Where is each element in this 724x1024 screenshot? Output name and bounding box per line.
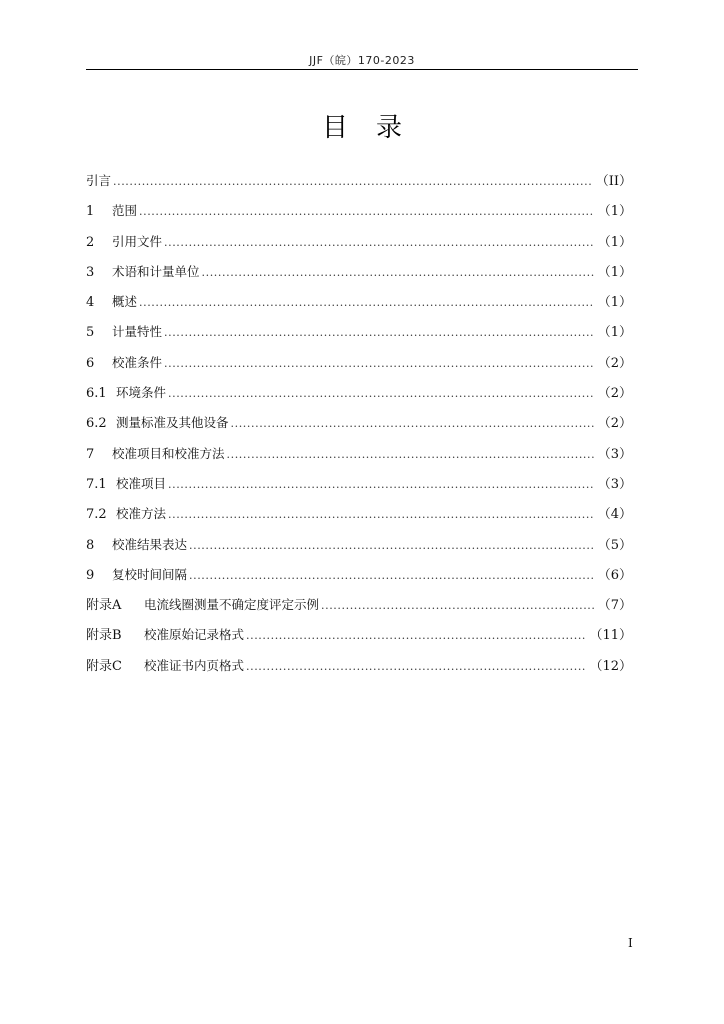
- toc-entry-number: 6: [86, 355, 95, 371]
- toc-entry-number: 附录B: [86, 628, 122, 644]
- toc-entry-page: （4）: [597, 507, 632, 523]
- toc-entry-3[interactable]: [86, 262, 632, 292]
- toc-leader-dots: [139, 202, 594, 222]
- toc-entry-page: （2）: [597, 355, 632, 371]
- toc-entry-appendix-b[interactable]: [86, 625, 632, 655]
- toc-entry-4[interactable]: [86, 292, 632, 322]
- page-title: 目录: [321, 113, 430, 143]
- toc-entry-page: （II）: [595, 174, 632, 189]
- toc-leader-dots: [168, 384, 594, 404]
- toc-entry-8[interactable]: [86, 535, 632, 565]
- toc-entry-number: 7: [86, 446, 95, 462]
- toc-leader-dots: [168, 505, 594, 525]
- toc-entry-page: （3）: [597, 476, 632, 492]
- running-header: JJF（皖）170-2023: [309, 54, 415, 67]
- toc-leader-dots: [164, 233, 594, 253]
- toc-entry-number: 1: [86, 204, 95, 220]
- toc-entry-number: 6.1: [86, 386, 107, 402]
- toc-entry-number: 7.2: [86, 507, 107, 523]
- toc-entry-label: 校准项目: [116, 475, 167, 491]
- toc-entry-label: 校准项目和校准方法: [112, 445, 225, 461]
- toc-entry-label: 术语和计量单位: [112, 263, 200, 279]
- toc-entry-label: 环境条件: [116, 385, 167, 401]
- toc-entry-label: 校准证书内页格式: [144, 657, 245, 673]
- toc-entry-page: （7）: [597, 598, 632, 614]
- toc-entry-page: （6）: [597, 567, 632, 583]
- toc-entry-number: 附录C: [86, 658, 122, 674]
- toc-entry-label: 引言: [86, 173, 112, 188]
- toc-entry-number: 附录A: [86, 598, 122, 614]
- toc-entry-label: 复校时间间隔: [112, 566, 188, 582]
- toc-entry-7-1[interactable]: [86, 474, 632, 504]
- toc-leader-dots: [189, 536, 594, 556]
- table-of-contents: [86, 171, 632, 686]
- toc-entry-number: 9: [86, 567, 95, 583]
- toc-entry-page: （1）: [597, 325, 632, 341]
- toc-leader-dots: [231, 414, 594, 434]
- toc-entry-appendix-c[interactable]: [86, 656, 632, 686]
- toc-entry-7-2[interactable]: [86, 504, 632, 534]
- toc-entry-label: 测量标准及其他设备: [116, 415, 229, 431]
- toc-leader-dots: [321, 596, 594, 616]
- toc-leader-dots: [189, 566, 594, 586]
- toc-entry-page: （2）: [597, 416, 632, 432]
- toc-leader-dots: [164, 323, 594, 343]
- toc-entry-label: 电流线圈测量不确定度评定示例: [144, 597, 320, 613]
- toc-entry-number: 2: [86, 234, 95, 250]
- toc-entry-1[interactable]: [86, 201, 632, 231]
- toc-entry-6-1[interactable]: [86, 383, 632, 413]
- toc-entry-page: （3）: [597, 446, 632, 462]
- toc-entry-2[interactable]: [86, 232, 632, 262]
- toc-leader-dots: [164, 354, 594, 374]
- toc-leader-dots: [113, 172, 592, 192]
- toc-entry-page: （1）: [597, 234, 632, 250]
- toc-entry-number: 5: [86, 325, 95, 341]
- toc-entry-5[interactable]: [86, 322, 632, 352]
- toc-entry-label: 校准方法: [116, 506, 167, 522]
- toc-leader-dots: [168, 475, 594, 495]
- toc-entry-label: 引用文件: [112, 233, 163, 249]
- toc-entry-label: 校准结果表达: [112, 536, 188, 552]
- toc-entry-label: 校准原始记录格式: [144, 627, 245, 643]
- toc-entry-label: 校准条件: [112, 354, 163, 370]
- toc-entry-label: 范围: [112, 203, 138, 219]
- toc-entry-number: 8: [86, 537, 95, 553]
- toc-entry-number: 7.1: [86, 476, 107, 492]
- toc-entry-appendix-a[interactable]: [86, 595, 632, 625]
- toc-entry-7[interactable]: [86, 444, 632, 474]
- toc-entry-page: （5）: [597, 537, 632, 553]
- toc-entry-number: 4: [86, 295, 95, 311]
- toc-leader-dots: [246, 657, 585, 677]
- toc-entry-page: （12）: [589, 658, 632, 674]
- toc-entry-page: （1）: [597, 264, 632, 280]
- toc-leader-dots: [227, 445, 594, 465]
- toc-entry-6[interactable]: [86, 353, 632, 383]
- page-number: I: [628, 936, 633, 950]
- toc-entry-label: 计量特性: [112, 324, 163, 340]
- toc-entry-page: （1）: [597, 204, 632, 220]
- toc-entry-number: 3: [86, 264, 95, 280]
- toc-entry-page: （1）: [597, 295, 632, 311]
- toc-entry-page: （11）: [589, 628, 632, 644]
- toc-entry-6-2[interactable]: [86, 413, 632, 443]
- toc-leader-dots: [139, 293, 594, 313]
- toc-entry-label: 概述: [112, 294, 138, 310]
- toc-entry-number: 6.2: [86, 416, 107, 432]
- toc-leader-dots: [246, 626, 585, 646]
- header-rule: [86, 69, 638, 70]
- toc-entry-page: （2）: [597, 386, 632, 402]
- toc-entry-intro[interactable]: [86, 171, 632, 201]
- toc-leader-dots: [202, 263, 594, 283]
- toc-entry-9[interactable]: [86, 565, 632, 595]
